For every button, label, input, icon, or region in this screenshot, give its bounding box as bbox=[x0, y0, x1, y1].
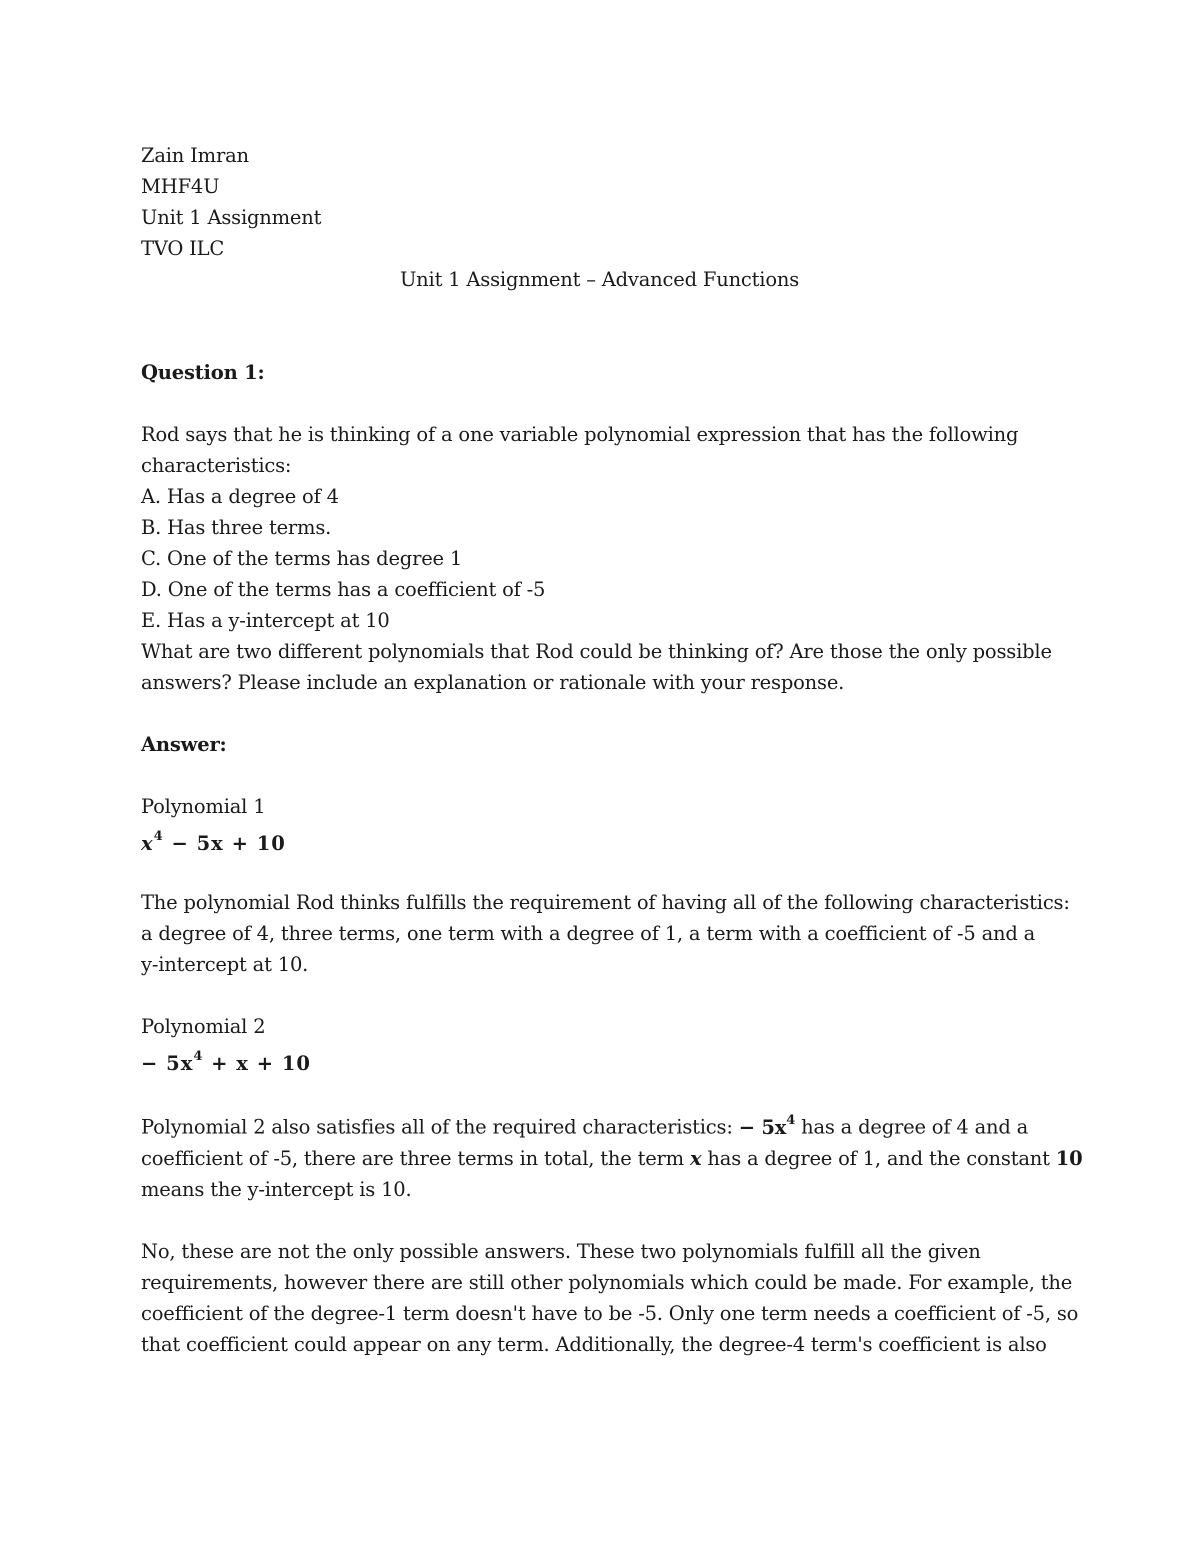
question-item: B. Has three terms. bbox=[141, 516, 332, 539]
inline-math-exponent: 4 bbox=[786, 1113, 796, 1128]
conclusion-paragraph: No, these are not the only possible answers. These two polynomials fulfill all the given bbox=[141, 1239, 981, 1263]
conclusion-paragraph: that coefficient could appear on any term. Additionally, the degree-4 term's coefficient is also bbox=[141, 1332, 1047, 1356]
inline-math bbox=[690, 1147, 701, 1170]
poly2-exponent: 4 bbox=[193, 1049, 204, 1064]
question-item: C. One of the terms has degree 1 bbox=[141, 547, 463, 570]
explanation-text: has a degree of 4 and a bbox=[795, 1115, 1029, 1139]
poly1-exponent: 4 bbox=[153, 829, 164, 844]
question-prompt: answers? Please include an explanation or rationale with your response. bbox=[141, 671, 845, 694]
polynomial-1-explanation: The polynomial Rod thinks fulfills the requirement of having all of the following characteristics: bbox=[141, 891, 1070, 914]
question-intro: Rod says that he is thinking of a one variable polynomial expression that has the following bbox=[141, 423, 1019, 446]
polynomial-2-explanation bbox=[141, 1143, 1083, 1174]
conclusion-paragraph: coefficient of the degree-1 term doesn't have to be -5. Only one term needs a coefficient of -5, so bbox=[141, 1301, 1079, 1325]
document-page bbox=[141, 140, 1083, 1360]
question-intro: characteristics: bbox=[141, 454, 292, 477]
question-item: D. One of the terms has a coefficient of -5 bbox=[141, 578, 546, 601]
question-item: E. Has a y-intercept at 10 bbox=[141, 609, 390, 632]
inline-math-term: − 5x bbox=[738, 1115, 787, 1139]
explanation-text: has a degree of 1, and the constant bbox=[701, 1146, 1056, 1170]
question-item: A. Has a degree of 4 bbox=[141, 485, 339, 508]
inline-math-variable: x bbox=[689, 1146, 702, 1170]
poly2-rest: + x + 10 bbox=[203, 1051, 311, 1075]
explanation-text: Polynomial 2 also satisfies all of the required characteristics: bbox=[141, 1115, 739, 1139]
poly2-pre: − 5x bbox=[141, 1051, 194, 1075]
poly1-base: x bbox=[141, 831, 154, 855]
question-heading: Question 1: bbox=[141, 361, 265, 384]
polynomial-1-explanation: y-intercept at 10. bbox=[141, 953, 309, 976]
school-name: TVO ILC bbox=[141, 237, 225, 260]
polynomial-2-expression bbox=[141, 1042, 1061, 1076]
poly1-rest: − 5x + 10 bbox=[163, 831, 286, 855]
answer-heading: Answer: bbox=[141, 733, 227, 756]
polynomial-2-explanation: means the y-intercept is 10. bbox=[141, 1177, 412, 1201]
polynomial-1-label: Polynomial 1 bbox=[141, 795, 266, 818]
inline-math bbox=[738, 1113, 796, 1139]
inline-math-constant: 10 bbox=[1055, 1146, 1083, 1170]
polynomial-1-explanation: a degree of 4, three terms, one term with a degree of 1, a term with a coefficient of -5 and a bbox=[141, 922, 1036, 945]
question-prompt: What are two different polynomials that Rod could be thinking of? Are those the only possible bbox=[141, 640, 1052, 663]
assignment-name: Unit 1 Assignment bbox=[141, 206, 322, 229]
author-name: Zain Imran bbox=[141, 144, 249, 167]
conclusion-paragraph: requirements, however there are still other polynomials which could be made. For example, the bbox=[141, 1270, 1073, 1294]
polynomial-1-expression bbox=[141, 822, 1061, 856]
polynomial-2-explanation bbox=[141, 1107, 1061, 1143]
course-code: MHF4U bbox=[141, 175, 220, 198]
document-title: Unit 1 Assignment – Advanced Functions bbox=[399, 268, 800, 291]
polynomial-2-label: Polynomial 2 bbox=[141, 1015, 266, 1038]
explanation-text: coefficient of -5, there are three terms in total, the term bbox=[141, 1146, 690, 1170]
